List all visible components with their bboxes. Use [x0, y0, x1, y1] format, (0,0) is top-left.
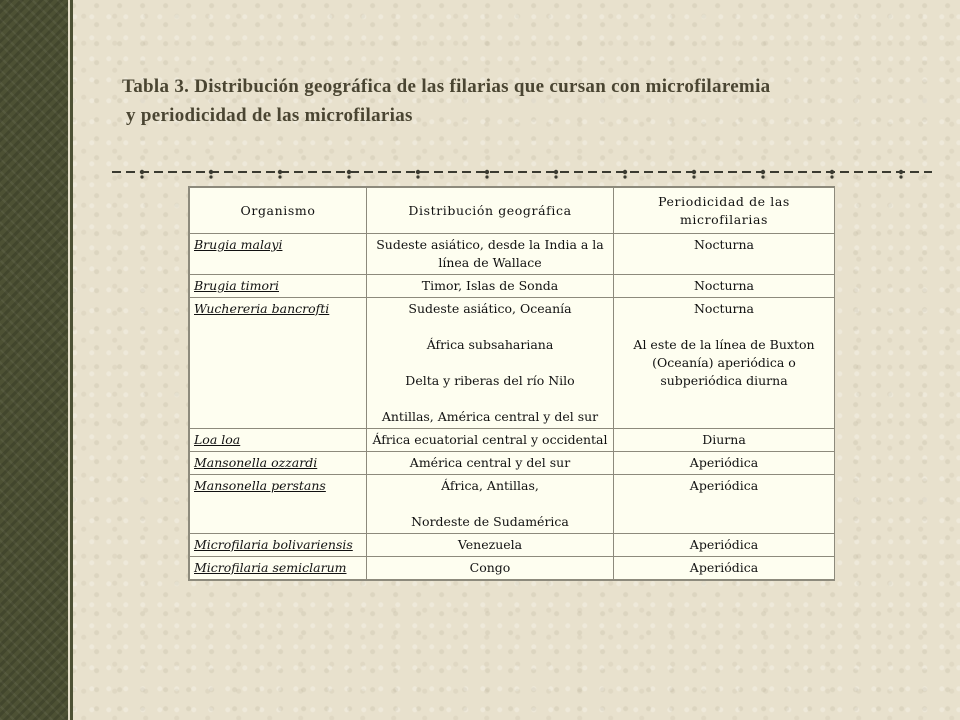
table-body: [190, 234, 835, 580]
dash-dot-divider: [112, 165, 932, 179]
organism-cell: Loa loa: [190, 429, 367, 452]
table-row: [190, 475, 835, 534]
periodicity-text: Nocturna: [693, 301, 755, 316]
table-row: [190, 275, 835, 298]
divider-dot: [554, 170, 558, 174]
divider-dot: [209, 170, 213, 174]
organism-cell: Microfilaria bolivariensis: [190, 534, 367, 557]
distribution-text: Antillas, América central y del sur: [381, 409, 599, 424]
distribution-cell: [367, 557, 614, 580]
divider-dot: [623, 170, 627, 174]
divider-dot: [830, 175, 833, 178]
slide-title: [122, 72, 902, 130]
organism-cell: Brugia malayi: [190, 234, 367, 275]
periodicity-cell: [614, 298, 835, 429]
divider-dot: [761, 175, 764, 178]
organism-cell: Mansonella ozzardi: [190, 452, 367, 475]
title-line-2: y periodicidad de las microfilarias: [126, 105, 413, 126]
periodicity-text: Nocturna: [693, 278, 755, 293]
divider-dot: [485, 170, 489, 174]
paragraph-gap: [371, 390, 609, 408]
distribution-cell: [367, 475, 614, 534]
table-row: [190, 429, 835, 452]
divider-dot: [692, 175, 695, 178]
table-row: [190, 534, 835, 557]
distribution-text: Venezuela: [457, 537, 523, 552]
distribution-text: Timor, Islas de Sonda: [421, 278, 559, 293]
divider-dot: [485, 175, 488, 178]
organism-cell: Wuchereria bancrofti: [190, 298, 367, 429]
divider-dot: [347, 175, 350, 178]
distribution-cell: [367, 234, 614, 275]
distribution-text: Nordeste de Sudamérica: [411, 514, 569, 529]
periodicity-cell: [614, 429, 835, 452]
divider-dot: [209, 175, 212, 178]
distribution-cell: [367, 452, 614, 475]
distribution-cell: [367, 429, 614, 452]
table-row: [190, 557, 835, 580]
periodicity-text: Al este de la línea de Buxton (Oceanía) aperiódica o subperiódica diurna: [633, 337, 815, 388]
paragraph-gap: [618, 318, 830, 336]
periodicity-cell: [614, 234, 835, 275]
divider-dot: [416, 170, 420, 174]
paragraph-gap: [371, 354, 609, 372]
decorative-left-bar: [0, 0, 68, 720]
divider-dot: [554, 175, 557, 178]
divider-dot: [899, 175, 902, 178]
header-distribution: Distribución geográfica: [367, 188, 614, 234]
organism-cell: Microfilaria semiclarum: [190, 557, 367, 580]
divider-dot: [278, 175, 281, 178]
divider-dot: [416, 175, 419, 178]
divider-dot: [347, 170, 351, 174]
distribution-text: Congo: [469, 560, 511, 575]
distribution-text: Sudeste asiático, Oceanía: [408, 301, 572, 316]
distribution-text: África subsahariana: [426, 337, 554, 352]
table-row: [190, 298, 835, 429]
header-organism: Organismo: [190, 188, 367, 234]
periodicity-text: Nocturna: [693, 237, 755, 252]
filaria-table: [189, 187, 835, 580]
organism-cell: Brugia timori: [190, 275, 367, 298]
periodicity-cell: [614, 557, 835, 580]
title-line-1: Tabla 3. Distribución geográfica de las filarias que cursan con microfilaremia: [122, 76, 771, 97]
divider-dot: [623, 175, 626, 178]
distribution-text: Sudeste asiático, desde la India a la línea de Wallace: [376, 237, 604, 270]
periodicity-text: Diurna: [702, 432, 746, 447]
header-periodicity: Periodicidad de las microfilarias: [614, 188, 835, 234]
periodicity-text: Aperiódica: [689, 478, 759, 493]
distribution-text: América central y del sur: [409, 455, 571, 470]
table-row: [190, 234, 835, 275]
divider-dot: [140, 175, 143, 178]
periodicity-cell: [614, 534, 835, 557]
divider-dot: [140, 170, 144, 174]
organism-cell: Mansonella perstans: [190, 475, 367, 534]
distribution-text: África ecuatorial central y occidental: [372, 432, 608, 447]
periodicity-cell: [614, 452, 835, 475]
distribution-text: Delta y riberas del río Nilo: [405, 373, 575, 388]
distribution-cell: [367, 275, 614, 298]
filaria-table-container: [188, 186, 835, 581]
periodicity-text: Aperiódica: [689, 537, 759, 552]
divider-dot: [830, 170, 834, 174]
divider-dot: [899, 170, 903, 174]
table-header-row: [190, 188, 835, 234]
decorative-left-line: [70, 0, 73, 720]
paragraph-gap: [371, 318, 609, 336]
divider-dot: [761, 170, 765, 174]
distribution-text: África, Antillas,: [441, 478, 539, 493]
periodicity-text: Aperiódica: [689, 455, 759, 470]
distribution-cell: [367, 534, 614, 557]
distribution-cell: [367, 298, 614, 429]
paragraph-gap: [371, 495, 609, 513]
table-row: [190, 452, 835, 475]
divider-dot: [692, 170, 696, 174]
divider-dot: [278, 170, 282, 174]
periodicity-text: Aperiódica: [689, 560, 759, 575]
periodicity-cell: [614, 475, 835, 534]
periodicity-cell: [614, 275, 835, 298]
